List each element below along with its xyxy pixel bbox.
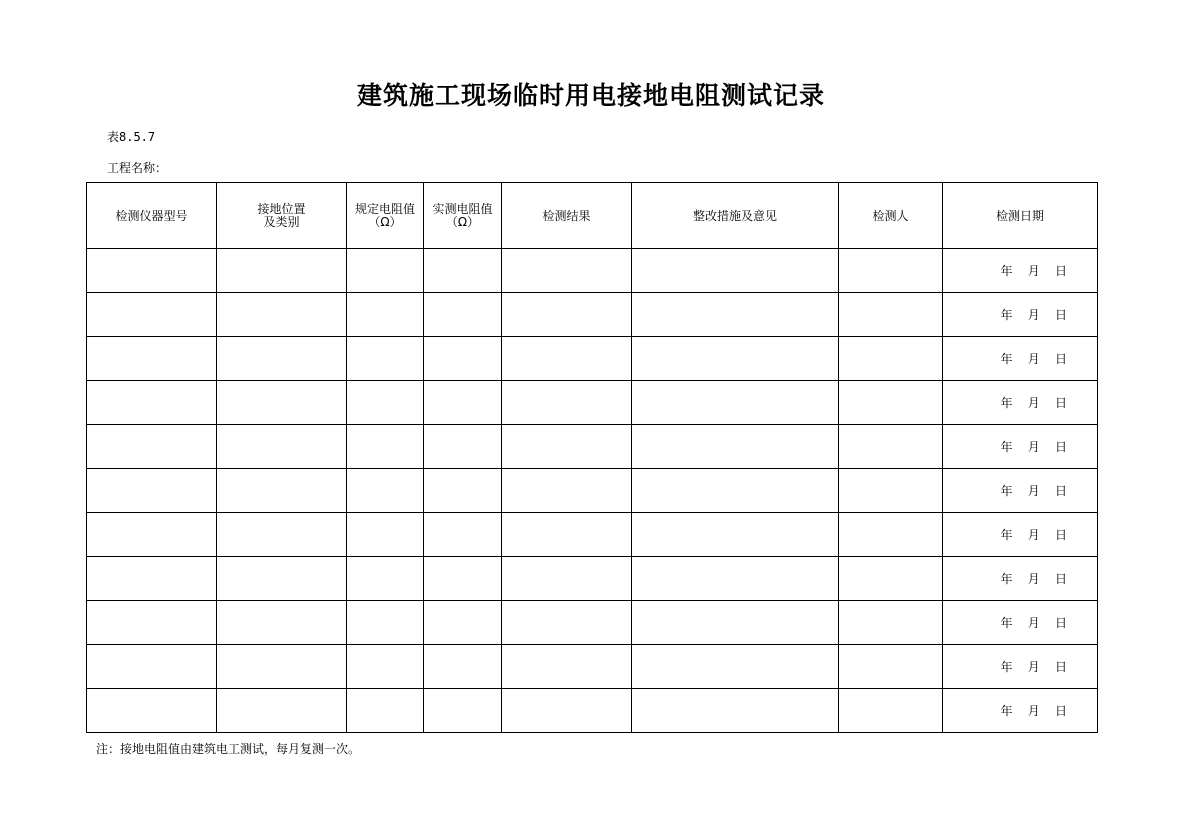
- table-row: [87, 381, 1098, 425]
- table-body: [87, 249, 1098, 733]
- cell-location[interactable]: [217, 425, 347, 469]
- cell-measured[interactable]: [424, 601, 502, 645]
- cell-instrument[interactable]: [87, 293, 217, 337]
- cell-result[interactable]: [502, 381, 632, 425]
- cell-rectification[interactable]: [632, 293, 839, 337]
- cell-rectification[interactable]: [632, 557, 839, 601]
- cell-rectification[interactable]: [632, 425, 839, 469]
- table-row: [87, 601, 1098, 645]
- table-row: [87, 645, 1098, 689]
- table-row: [87, 337, 1098, 381]
- table-row: [87, 513, 1098, 557]
- cell-inspector[interactable]: [839, 557, 943, 601]
- project-name-label: 工程名称：: [107, 161, 168, 175]
- cell-measured[interactable]: [424, 645, 502, 689]
- cell-measured[interactable]: [424, 381, 502, 425]
- table-row: [87, 469, 1098, 513]
- header-rectification: 整改措施及意见: [632, 183, 839, 249]
- cell-instrument[interactable]: [87, 601, 217, 645]
- cell-measured[interactable]: [424, 513, 502, 557]
- cell-inspector[interactable]: [839, 601, 943, 645]
- table-header-row: [87, 183, 1098, 249]
- cell-inspector[interactable]: [839, 425, 943, 469]
- cell-spec[interactable]: [347, 249, 424, 293]
- cell-date[interactable]: 年 月 日: [943, 513, 1098, 557]
- cell-instrument[interactable]: [87, 557, 217, 601]
- cell-rectification[interactable]: [632, 645, 839, 689]
- table-row: [87, 249, 1098, 293]
- header-inspector: 检测人: [839, 183, 943, 249]
- footnote: 注：接地电阻值由建筑电工测试，每月复测一次。: [96, 742, 361, 756]
- cell-instrument[interactable]: [87, 689, 217, 733]
- cell-result[interactable]: [502, 425, 632, 469]
- cell-measured[interactable]: [424, 337, 502, 381]
- test-record-table: [86, 182, 1098, 733]
- cell-rectification[interactable]: [632, 513, 839, 557]
- cell-date[interactable]: 年 月 日: [943, 337, 1098, 381]
- header-test-date: 检测日期: [943, 183, 1098, 249]
- cell-spec[interactable]: [347, 337, 424, 381]
- header-instrument-model: 检测仪器型号: [87, 183, 217, 249]
- cell-rectification[interactable]: [632, 381, 839, 425]
- cell-date[interactable]: 年 月 日: [943, 293, 1098, 337]
- table-row: [87, 689, 1098, 733]
- cell-location[interactable]: [217, 337, 347, 381]
- cell-location[interactable]: [217, 513, 347, 557]
- cell-location[interactable]: [217, 557, 347, 601]
- cell-result[interactable]: [502, 513, 632, 557]
- cell-location[interactable]: [217, 249, 347, 293]
- cell-instrument[interactable]: [87, 337, 217, 381]
- cell-result[interactable]: [502, 249, 632, 293]
- header-specified-resistance-line1: 规定电阻值: [354, 201, 415, 216]
- table-row: [87, 557, 1098, 601]
- cell-inspector[interactable]: [839, 645, 943, 689]
- cell-measured[interactable]: [424, 557, 502, 601]
- header-specified-resistance-line2: （Ω）: [368, 214, 402, 229]
- cell-spec[interactable]: [347, 293, 424, 337]
- cell-instrument[interactable]: [87, 425, 217, 469]
- cell-rectification[interactable]: [632, 337, 839, 381]
- cell-inspector[interactable]: [839, 469, 943, 513]
- cell-spec[interactable]: [347, 557, 424, 601]
- cell-instrument[interactable]: [87, 381, 217, 425]
- cell-spec[interactable]: [347, 513, 424, 557]
- cell-rectification[interactable]: [632, 469, 839, 513]
- cell-date[interactable]: 年 月 日: [943, 689, 1098, 733]
- header-grounding-location-line1: 接地位置: [257, 201, 306, 216]
- cell-inspector[interactable]: [839, 293, 943, 337]
- cell-location[interactable]: [217, 381, 347, 425]
- cell-date[interactable]: 年 月 日: [943, 557, 1098, 601]
- cell-spec[interactable]: [347, 601, 424, 645]
- header-measured-resistance-line2: （Ω）: [445, 214, 480, 229]
- cell-rectification[interactable]: [632, 689, 839, 733]
- header-grounding-location: [217, 183, 347, 249]
- cell-measured[interactable]: [424, 249, 502, 293]
- cell-date[interactable]: 年 月 日: [943, 645, 1098, 689]
- cell-result[interactable]: [502, 645, 632, 689]
- cell-location[interactable]: [217, 469, 347, 513]
- cell-date[interactable]: 年 月 日: [943, 425, 1098, 469]
- cell-inspector[interactable]: [839, 249, 943, 293]
- cell-instrument[interactable]: [87, 645, 217, 689]
- header-specified-resistance: [347, 183, 424, 249]
- cell-instrument[interactable]: [87, 469, 217, 513]
- cell-measured[interactable]: [424, 425, 502, 469]
- cell-spec[interactable]: [347, 469, 424, 513]
- cell-measured[interactable]: [424, 689, 502, 733]
- cell-location[interactable]: [217, 689, 347, 733]
- cell-date[interactable]: 年 月 日: [943, 469, 1098, 513]
- cell-date[interactable]: 年 月 日: [943, 601, 1098, 645]
- cell-rectification[interactable]: [632, 249, 839, 293]
- cell-date[interactable]: 年 月 日: [943, 249, 1098, 293]
- header-test-result: 检测结果: [502, 183, 632, 249]
- cell-inspector[interactable]: [839, 513, 943, 557]
- header-grounding-location-line2: 及类别: [263, 214, 300, 229]
- cell-location[interactable]: [217, 293, 347, 337]
- cell-instrument[interactable]: [87, 513, 217, 557]
- cell-measured[interactable]: [424, 469, 502, 513]
- cell-spec[interactable]: [347, 381, 424, 425]
- table-row: [87, 293, 1098, 337]
- cell-spec[interactable]: [347, 425, 424, 469]
- cell-result[interactable]: [502, 557, 632, 601]
- cell-date[interactable]: 年 月 日: [943, 381, 1098, 425]
- table-row: [87, 425, 1098, 469]
- document-title: 建筑施工现场临时用电接地电阻测试记录: [356, 81, 825, 110]
- form-code: 表8.5.7: [107, 130, 156, 144]
- cell-result[interactable]: [502, 337, 632, 381]
- cell-result[interactable]: [502, 469, 632, 513]
- cell-spec[interactable]: [347, 645, 424, 689]
- cell-result[interactable]: [502, 689, 632, 733]
- cell-result[interactable]: [502, 293, 632, 337]
- cell-result[interactable]: [502, 601, 632, 645]
- cell-rectification[interactable]: [632, 601, 839, 645]
- header-measured-resistance: [424, 183, 502, 249]
- cell-location[interactable]: [217, 645, 347, 689]
- cell-measured[interactable]: [424, 293, 502, 337]
- cell-spec[interactable]: [347, 689, 424, 733]
- cell-inspector[interactable]: [839, 689, 943, 733]
- cell-inspector[interactable]: [839, 337, 943, 381]
- cell-instrument[interactable]: [87, 249, 217, 293]
- header-measured-resistance-line1: 实测电阻值: [432, 201, 493, 216]
- cell-location[interactable]: [217, 601, 347, 645]
- cell-inspector[interactable]: [839, 381, 943, 425]
